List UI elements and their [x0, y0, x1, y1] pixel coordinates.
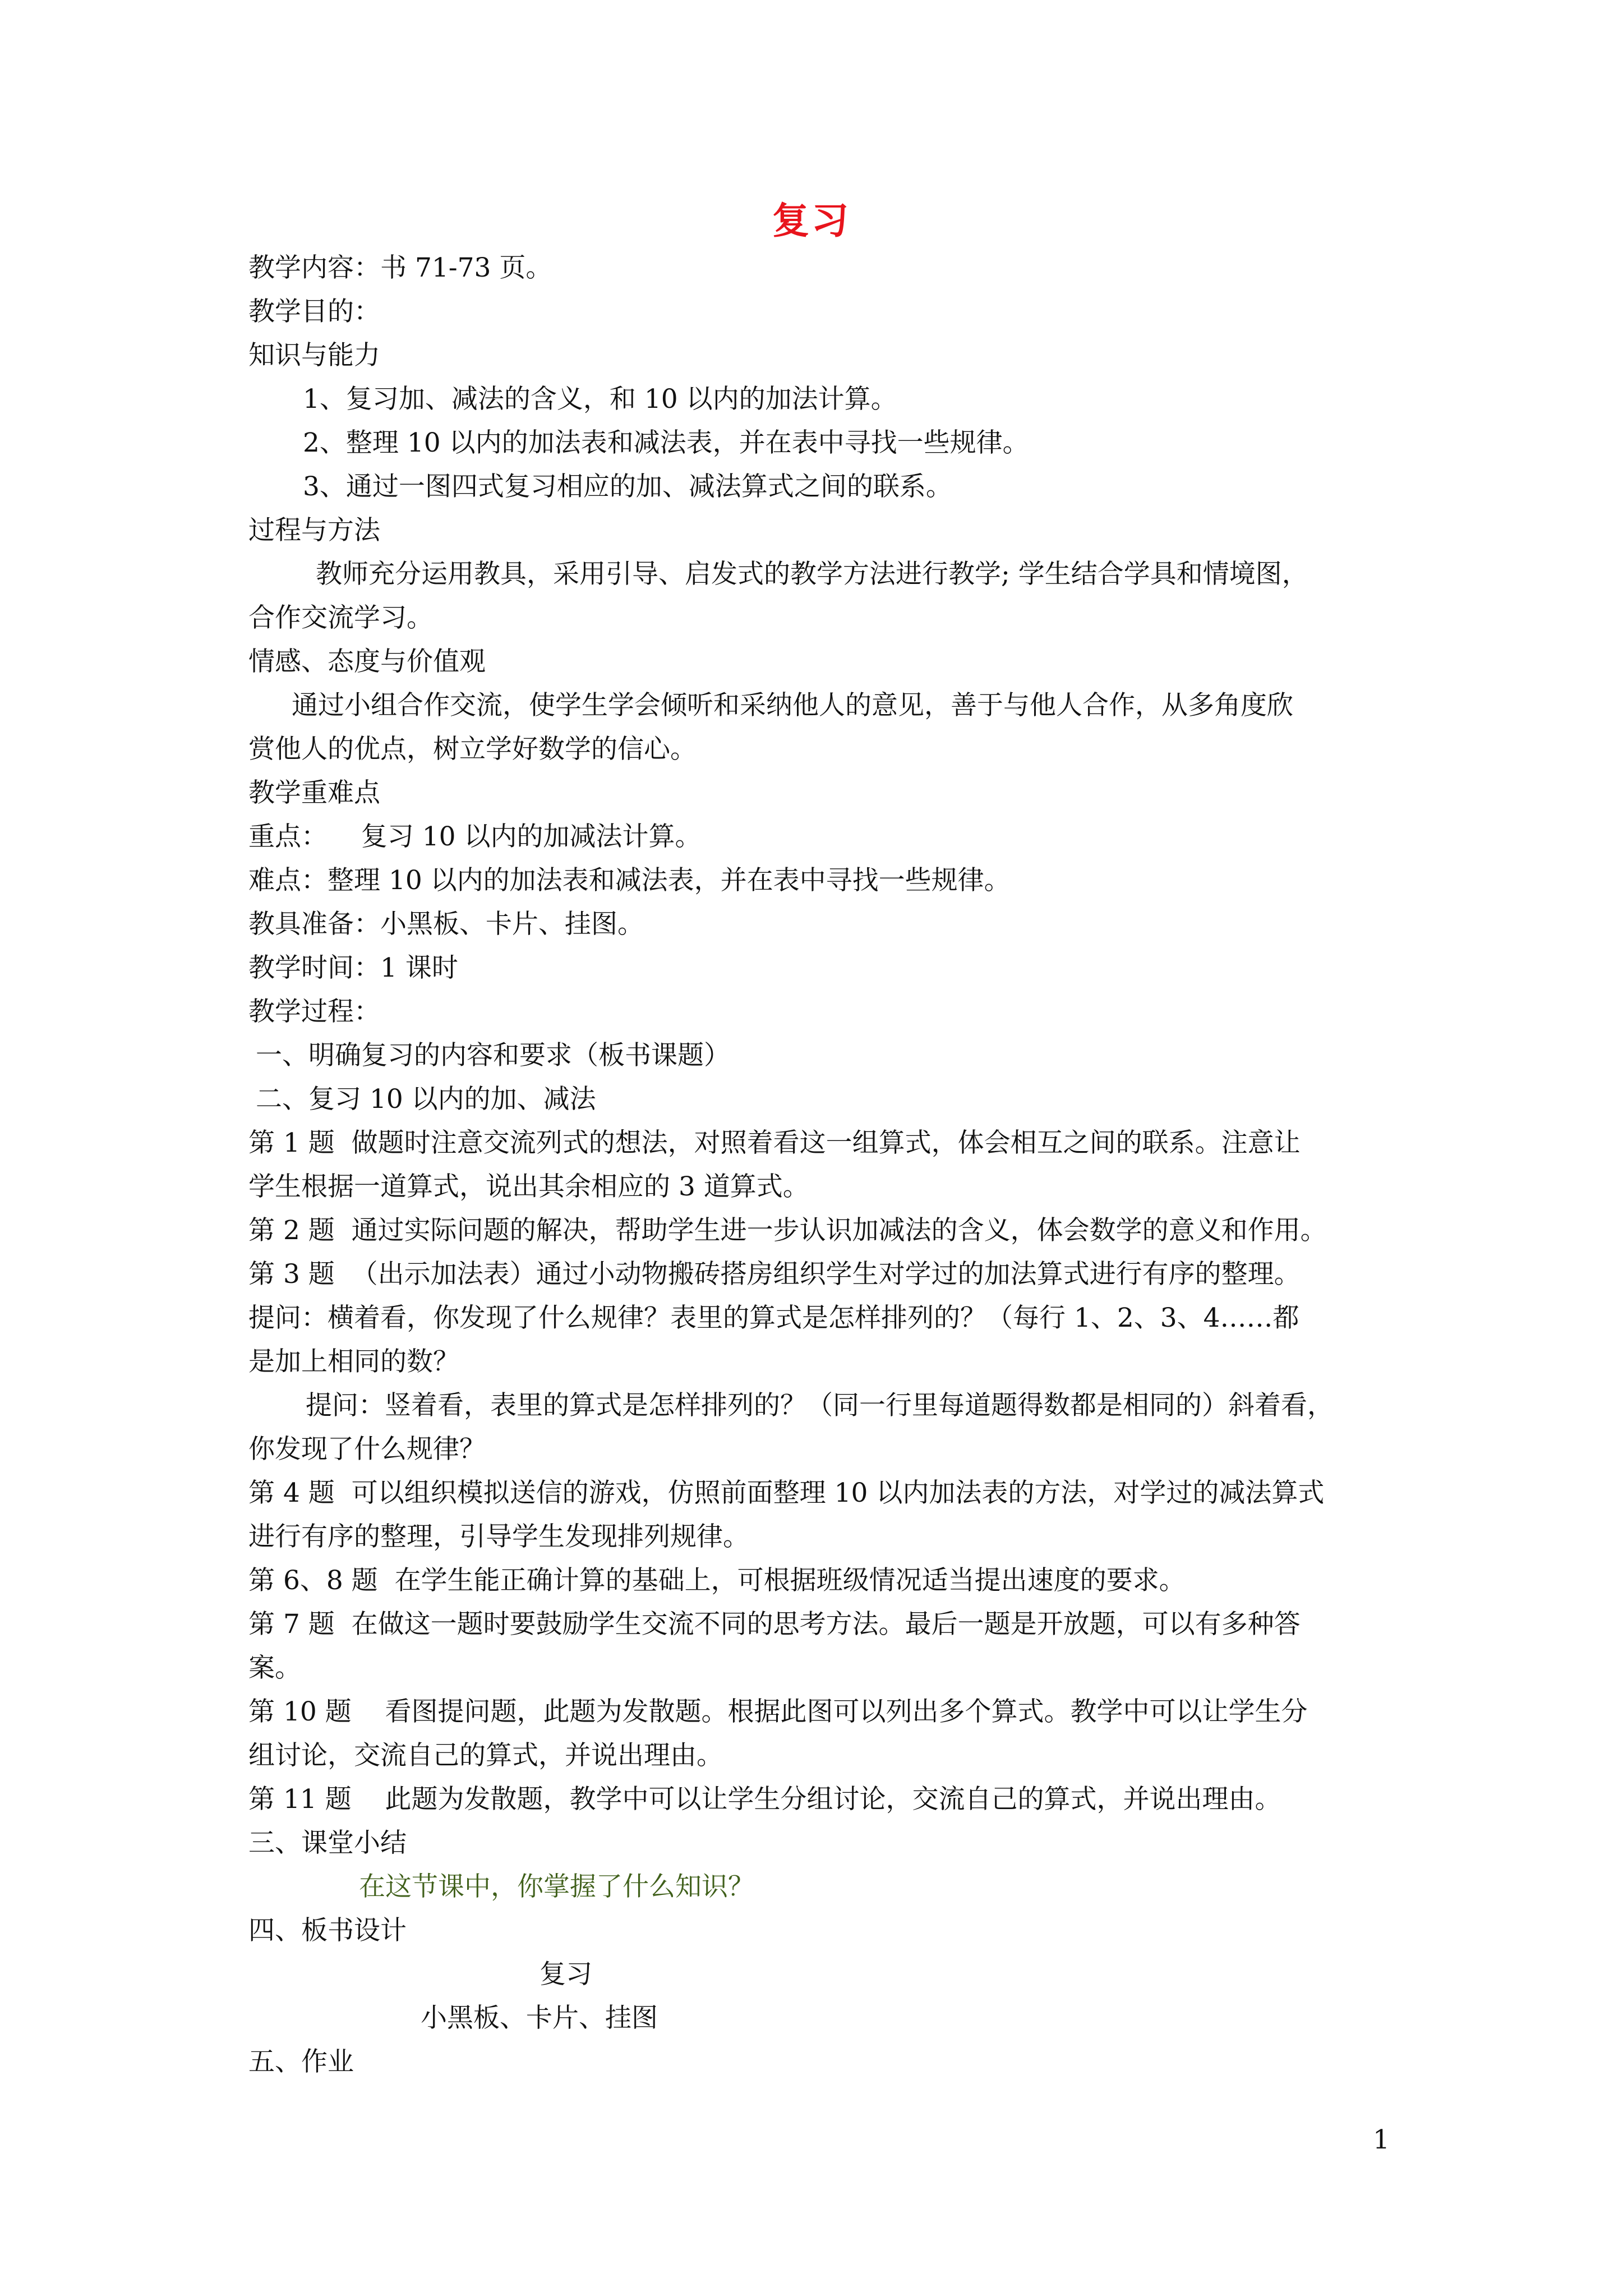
difficult-point: 难点：整理 10 以内的加法表和减法表，并在表中寻找一些规律。	[248, 865, 1011, 896]
page-number: 1	[1373, 2124, 1390, 2155]
emotion-values-text-line-1: 通过小组合作交流，使学生学会倾听和采纳他人的意见，善于与他人合作，从多角度欣	[292, 690, 1293, 721]
board-design-title: 复习	[540, 1959, 592, 1990]
teaching-process-heading: 教学过程：	[248, 996, 380, 1027]
exercise-1-line-2: 学生根据一道算式，说出其余相应的 3 道算式。	[248, 1171, 809, 1202]
emotion-values-text-line-2: 赏他人的优点，树立学好数学的信心。	[248, 734, 697, 765]
section-2-heading: 二、复习 10 以内的加、减法	[256, 1084, 596, 1115]
teaching-content: 教学内容：书 71-73 页。	[248, 252, 552, 283]
section-4-heading: 四、板书设计	[248, 1915, 407, 1946]
question-vertical-line-2: 你发现了什么规律？	[248, 1434, 486, 1465]
section-1-heading: 一、明确复习的内容和要求（板书课题）	[256, 1040, 730, 1071]
process-method-heading: 过程与方法	[248, 515, 380, 546]
emotion-values-heading: 情感、态度与价值观	[248, 646, 486, 677]
question-horizontal-line-2: 是加上相同的数？	[248, 1346, 459, 1377]
exercise-6-8: 第 6、8 题 在学生能正确计算的基础上，可根据班级情况适当提出速度的要求。	[248, 1565, 1186, 1596]
exercise-2: 第 2 题 通过实际问题的解决，帮助学生进一步认识加减法的含义，体会数学的意义和作用。	[248, 1215, 1327, 1246]
class-summary-question: 在这节课中，你掌握了什么知识？	[359, 1871, 754, 1902]
objective-item-1: 1、复习加、减法的含义，和 10 以内的加法计算。	[303, 384, 897, 415]
exercise-4-line-2: 进行有序的整理，引导学生发现排列规律。	[248, 1521, 749, 1552]
key-point: 重点： 复习 10 以内的加减法计算。	[248, 821, 702, 852]
exercise-4-line-1: 第 4 题 可以组织模拟送信的游戏，仿照前面整理 10 以内加法表的方法，对学过的减法算式	[248, 1478, 1325, 1508]
knowledge-ability-heading: 知识与能力	[248, 340, 380, 371]
objective-item-2: 2、整理 10 以内的加法表和减法表，并在表中寻找一些规律。	[303, 427, 1029, 458]
teaching-objectives-heading: 教学目的：	[248, 296, 380, 327]
objective-item-3: 3、通过一图四式复习相应的加、减法算式之间的联系。	[303, 471, 952, 502]
exercise-1-line-1: 第 1 题 做题时注意交流列式的想法，对照着看这一组算式，体会相互之间的联系。注意让	[248, 1128, 1301, 1158]
teaching-time: 教学时间：1 课时	[248, 953, 458, 983]
board-design-content: 小黑板、卡片、挂图	[421, 2003, 658, 2033]
teaching-aids: 教具准备：小黑板、卡片、挂图。	[248, 909, 644, 940]
process-method-text-line-1: 教师充分运用教具，采用引导、启发式的教学方法进行教学; 学生结合学具和情境图，	[316, 559, 1308, 590]
process-method-text-line-2: 合作交流学习。	[248, 602, 433, 633]
exercise-7-line-2: 案。	[248, 1653, 301, 1683]
exercise-10-line-1: 第 10 题 看图提问题，此题为发散题。根据此图可以列出多个算式。教学中可以让学生分	[248, 1696, 1308, 1727]
key-difficult-points-heading: 教学重难点	[248, 777, 380, 808]
exercise-7-line-1: 第 7 题 在做这一题时要鼓励学生交流不同的思考方法。最后一题是开放题，可以有多种答	[248, 1609, 1301, 1640]
question-vertical-line-1: 提问：竖着看，表里的算式是怎样排列的？（同一行里每道题得数都是相同的）斜着看，	[306, 1390, 1334, 1421]
exercise-10-line-2: 组讨论，交流自己的算式，并说出理由。	[248, 1740, 723, 1771]
document-title: 复习	[772, 199, 851, 242]
section-3-heading: 三、课堂小结	[248, 1828, 407, 1858]
section-5-heading: 五、作业	[248, 2046, 354, 2077]
exercise-3: 第 3 题 （出示加法表）通过小动物搬砖搭房组织学生对学过的加法算式进行有序的整理。	[248, 1259, 1301, 1290]
question-horizontal-line-1: 提问：横着看，你发现了什么规律？表里的算式是怎样排列的？（每行 1、2、3、4……都	[248, 1303, 1299, 1333]
exercise-11: 第 11 题 此题为发散题，教学中可以让学生分组讨论，交流自己的算式，并说出理由。	[248, 1784, 1281, 1815]
